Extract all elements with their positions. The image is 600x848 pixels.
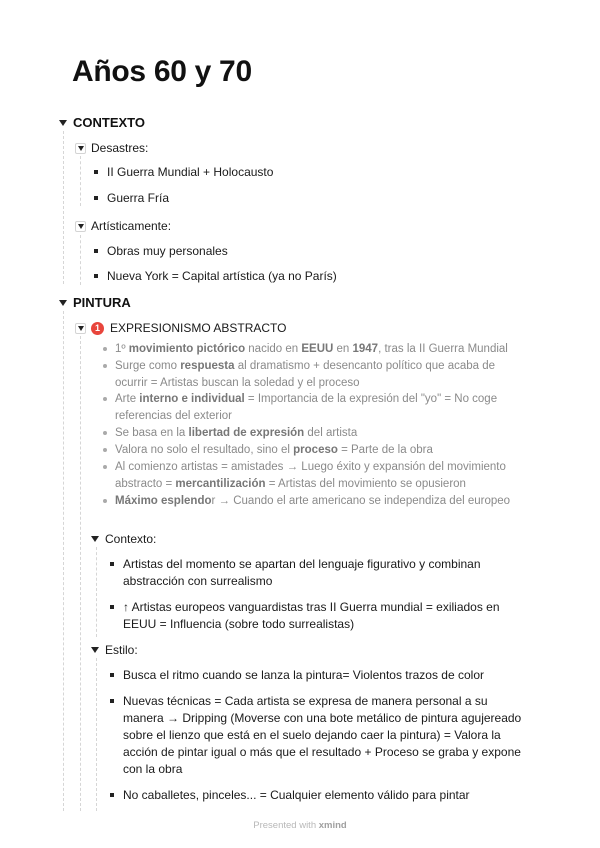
- bullet-icon: [103, 465, 107, 469]
- page-title: Años 60 y 70: [72, 55, 252, 88]
- note-item: Valora no solo el resultado, sino el proceso = Parte de la obra: [103, 442, 433, 459]
- topic-label: Contexto:: [105, 532, 157, 546]
- bullet-icon: [94, 170, 98, 174]
- note-item: Al comienzo artistas = amistades → Luego éxito y expansión del movimiento abstracto = mercantilización = Artistas del movimiento se opusieron: [103, 459, 506, 493]
- bullet-icon: [94, 196, 98, 200]
- section-label: CONTEXTO: [73, 115, 145, 130]
- list-item: Obras muy personales: [94, 243, 228, 260]
- note-item: Surge como respuesta al dramatismo + desencanto político que acaba de ocurrir = Artistas buscan la soledad y el proceso: [103, 358, 495, 392]
- guide-line: [63, 311, 64, 811]
- footer-credit: Presented with xmind: [253, 820, 347, 831]
- topic-label: Desastres:: [91, 141, 149, 155]
- bullet-icon: [94, 274, 98, 278]
- guide-line: [96, 547, 97, 637]
- bullet-icon: [103, 347, 107, 351]
- collapse-triangle-icon[interactable]: [59, 120, 67, 126]
- collapse-toggle-icon[interactable]: [75, 221, 86, 232]
- brand-logo: xmind: [318, 820, 347, 831]
- bullet-icon: [94, 249, 98, 253]
- guide-line: [80, 336, 81, 811]
- guide-line: [80, 235, 81, 285]
- section-pintura[interactable]: [59, 294, 131, 311]
- topic-desastres[interactable]: [75, 140, 148, 156]
- collapse-triangle-icon[interactable]: [91, 536, 99, 542]
- list-item: Busca el ritmo cuando se lanza la pintura= Violentos trazos de color: [110, 667, 484, 684]
- list-item: Guerra Fría: [94, 190, 169, 207]
- collapse-triangle-icon[interactable]: [59, 300, 67, 306]
- bullet-icon: [110, 605, 114, 609]
- guide-line: [80, 156, 81, 206]
- guide-line: [96, 658, 97, 811]
- topic-label: EXPRESIONISMO ABSTRACTO: [110, 321, 287, 335]
- note-item: Se basa en la libertad de expresión del artista: [103, 425, 357, 442]
- list-item: Nueva York = Capital artística (ya no París): [94, 268, 337, 285]
- bullet-icon: [103, 499, 107, 503]
- list-item: Artistas del momento se apartan del lenguaje figurativo y combinan abstracción con surrealismo: [110, 556, 481, 590]
- list-item: II Guerra Mundial + Holocausto: [94, 164, 273, 181]
- topic-contexto-sub[interactable]: [91, 531, 156, 547]
- priority-badge: 1: [91, 322, 104, 335]
- collapse-toggle-icon[interactable]: [75, 323, 86, 334]
- list-item: ↑ Artistas europeos vanguardistas tras II Guerra mundial = exiliados en EEUU = Influencia (sobre todo surrealistas): [110, 599, 500, 633]
- bullet-icon: [110, 673, 114, 677]
- bullet-icon: [103, 431, 107, 435]
- topic-estilo[interactable]: [91, 642, 138, 658]
- topic-label: Artísticamente:: [91, 219, 172, 233]
- bullet-icon: [110, 562, 114, 566]
- bullet-icon: [103, 397, 107, 401]
- note-item: 1º movimiento pictórico nacido en EEUU en 1947, tras la II Guerra Mundial: [103, 341, 508, 358]
- note-item: Arte interno e individual = Importancia de la expresión del "yo" = No coge referencias del exterior: [103, 391, 497, 425]
- collapse-toggle-icon[interactable]: [75, 143, 86, 154]
- section-label: PINTURA: [73, 295, 131, 310]
- topic-artisticamente[interactable]: [75, 218, 171, 234]
- bullet-icon: [110, 793, 114, 797]
- collapse-triangle-icon[interactable]: [91, 647, 99, 653]
- note-item: Máximo esplendor → Cuando el arte americano se independiza del europeo: [103, 493, 510, 510]
- topic-label: Estilo:: [105, 643, 138, 657]
- section-contexto[interactable]: [59, 114, 145, 131]
- guide-line: [63, 131, 64, 284]
- bullet-icon: [110, 699, 114, 703]
- list-item: No caballetes, pinceles... = Cualquier elemento válido para pintar: [110, 787, 470, 804]
- bullet-icon: [103, 364, 107, 368]
- bullet-icon: [103, 448, 107, 452]
- topic-expresionismo[interactable]: [75, 320, 286, 336]
- list-item: Nuevas técnicas = Cada artista se expresa de manera personal a su manera → Dripping (Moverse con una bote metálico de pintura agujereado sobre el lienzo que está en el suelo dejando caer la pintura) = Valora la acción de pintar igual o más que el resultado + Proceso se graba y expone con la obra: [110, 693, 521, 778]
